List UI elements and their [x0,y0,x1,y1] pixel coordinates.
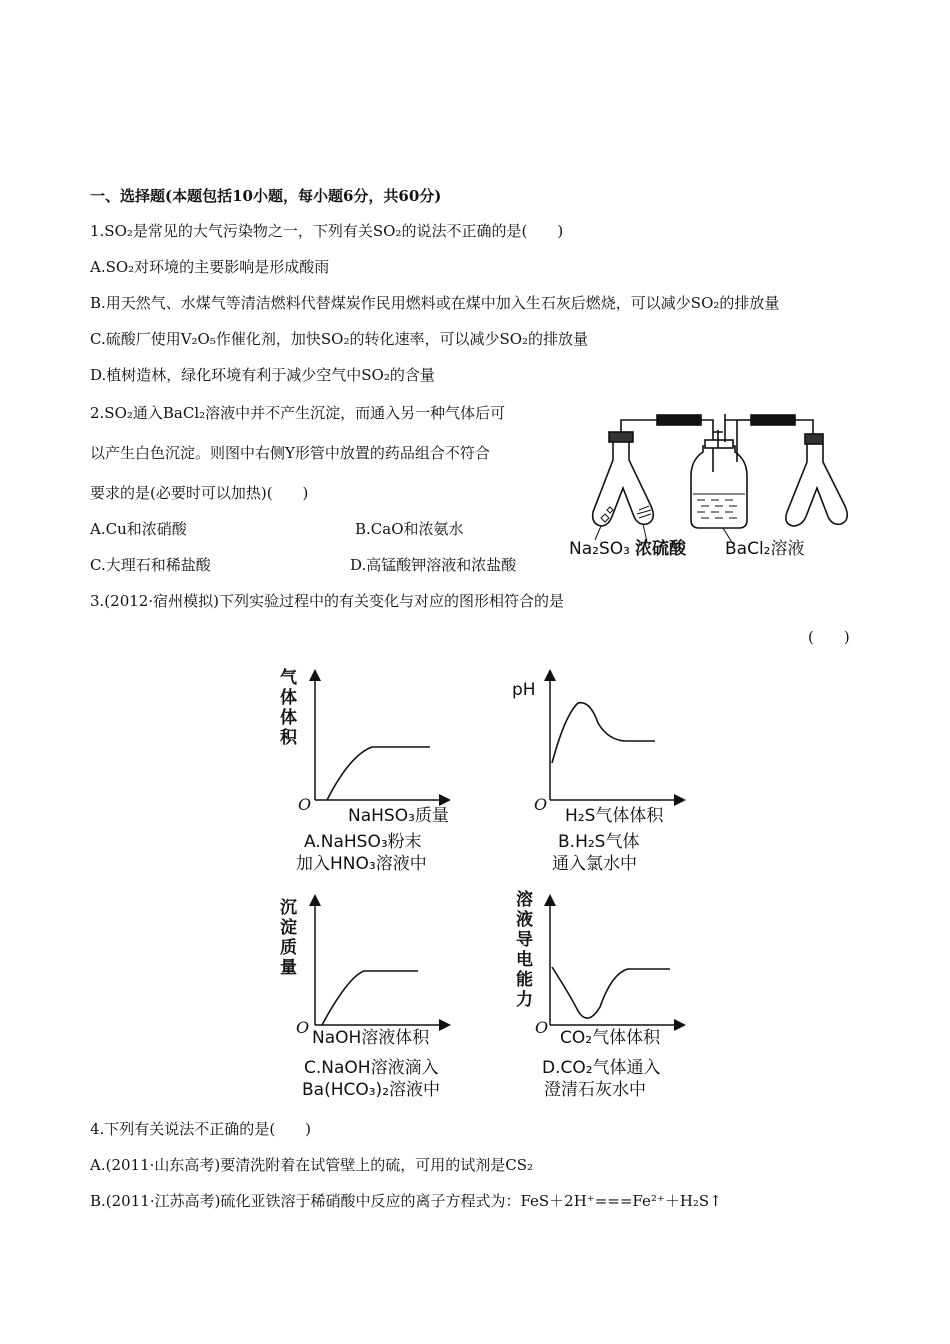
xlabel-a: NaHSO₃质量 [348,806,449,826]
q1-option-d: D.植树造林，绿化环境有利于减少空气中SO₂的含量 [90,366,435,384]
q3-bracket: ( ) [808,628,850,646]
ylabel-a-3: 体 [280,708,297,728]
xlabel-d: CO₂气体体积 [560,1028,661,1048]
curve-c [322,971,418,1025]
graph-c [280,898,445,1100]
q1-stem: 1.SO₂是常见的大气污染物之一，下列有关SO₂的说法不正确的是( ) [90,222,564,240]
graph-b [512,675,680,874]
xlabel-c: NaOH溶液体积 [312,1028,430,1048]
ylabel-a-1: 气 [280,668,297,688]
caption-c-2: Ba(HCO₃)₂溶液中 [302,1080,441,1100]
q3-stem: 3.(2012·宿州模拟)下列实验过程中的有关变化与对应的图形相符合的是 [90,592,564,610]
q2-stem-line1: 2.SO₂通入BaCl₂溶液中并不产生沉淀，而通入另一种气体后可 [90,404,506,422]
label-bacl2: BaCl₂溶液 [725,539,805,559]
q2-option-d: D.高锰酸钾溶液和浓盐酸 [350,556,517,574]
ylabel-d-2: 液 [516,910,533,930]
ylabel-d-4: 电 [516,950,533,970]
ylabel-d-1: 溶 [516,890,533,910]
q4-option-b: B.(2011·江苏高考)硫化亚铁溶于稀硝酸中反应的离子方程式为：FeS＋2H⁺===Fe²⁺＋H₂S↑ [90,1192,722,1210]
ylabel-d-5: 能 [516,970,533,990]
caption-d-1: D.CO₂气体通入 [542,1058,661,1078]
label-na2so3: Na₂SO₃ [569,539,630,559]
caption-b-2: 通入氯水中 [552,854,637,874]
q4-stem: 4.下列有关说法不正确的是( ) [90,1120,312,1138]
q2-option-b: B.CaO和浓氨水 [355,520,464,538]
ylabel-c-4: 量 [280,958,297,978]
caption-a-2: 加入HNO₃溶液中 [296,854,427,874]
ylabel-c-1: 沉 [280,898,297,918]
ylabel-c-2: 淀 [280,918,297,938]
q4-option-a: A.(2011·山东高考)要清洗附着在试管壁上的硫，可用的试剂是CS₂ [90,1156,534,1174]
caption-c-1: C.NaOH溶液滴入 [304,1058,439,1078]
q2-option-c: C.大理石和稀盐酸 [90,556,211,574]
label-conc-h2so4: 浓硫酸 [635,539,686,559]
ylabel-a-2: 体 [280,688,297,708]
xlabel-b: H₂S气体体积 [565,806,664,826]
origin-a: O [298,795,312,814]
caption-b-1: B.H₂S气体 [558,832,640,852]
q2-stem-line2: 以产生白色沉淀。则图中右侧Y形管中放置的药品组合不符合 [90,444,490,462]
graph-d [516,889,680,1100]
ylabel-c-3: 质 [280,938,297,958]
apparatus-diagram [565,402,850,572]
curve-a [327,747,430,800]
graph-a [280,667,449,874]
origin-c: O [296,1018,310,1037]
q1-option-a: A.SO₂对环境的主要影响是形成酸雨 [90,258,330,276]
q1-option-b: B.用天然气、水煤气等清洁燃料代替煤炭作民用燃料或在煤中加入生石灰后燃烧，可以减少SO₂的排放量 [90,294,780,312]
q3-graphs [260,655,700,1105]
ylabel-d-3: 导 [516,930,533,950]
section-title: 一、选择题(本题包括10小题，每小题6分，共60分) [90,187,442,205]
origin-b: O [534,795,548,814]
caption-d-2: 澄清石灰水中 [544,1080,646,1100]
caption-a-1: A.NaHSO₃粉末 [304,832,422,852]
q2-option-a: A.Cu和浓硝酸 [90,520,187,538]
q2-stem-line3: 要求的是(必要时可以加热)( ) [90,484,309,502]
ylabel-a-4: 积 [280,728,297,748]
origin-d: O [535,1018,549,1037]
curve-b [552,703,655,763]
ylabel-d-6: 力 [516,990,533,1010]
q1-option-c: C.硫酸厂使用V₂O₅作催化剂，加快SO₂的转化速率，可以减少SO₂的排放量 [90,330,589,348]
curve-d [552,967,670,1018]
ylabel-b: pH [512,680,536,700]
